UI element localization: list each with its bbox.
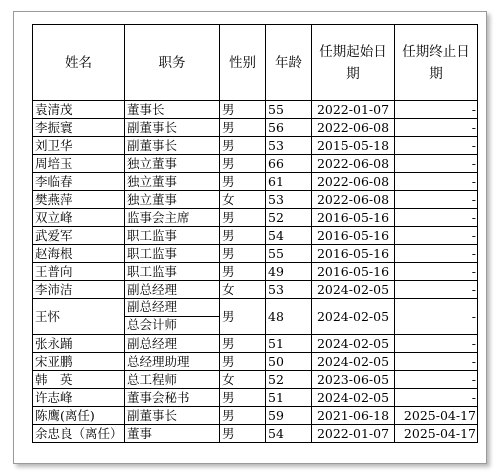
cell-end-date: 2025-04-17 [395,407,478,425]
cell-position: 职工监事 [125,245,220,263]
cell-gender: 男 [220,227,266,245]
cell-age: 52 [266,209,312,227]
cell-gender: 男 [220,299,266,335]
cell-age: 48 [266,299,312,335]
table-row [33,335,478,353]
cell-age: 55 [266,245,312,263]
cell-position: 职工监事 [125,227,220,245]
cell-position: 独立董事 [125,155,220,173]
cell-age: 53 [266,281,312,299]
cell-name: 双立峰 [33,209,125,227]
cell-name: 武爱军 [33,227,125,245]
cell-name: 樊燕萍 [33,191,125,209]
cell-position: 董事 [125,425,220,443]
table-row [33,425,478,443]
cell-end-date: - [395,389,478,407]
cell-age: 54 [266,227,312,245]
cell-position: 监事会主席 [125,209,220,227]
cell-name: 周培玉 [33,155,125,173]
table-row [33,173,478,191]
table-row [33,209,478,227]
cell-name: 赵海根 [33,245,125,263]
cell-age: 51 [266,335,312,353]
table-row [33,227,478,245]
cell-end-date: - [395,335,478,353]
table-row [33,371,478,389]
header-row [33,25,478,101]
cell-position: 副董事长 [125,407,220,425]
cell-start-date: 2022-01-07 [312,425,395,443]
cell-gender: 男 [220,389,266,407]
cell-gender: 女 [220,281,266,299]
cell-gender: 男 [220,137,266,155]
cell-gender: 男 [220,335,266,353]
board-members-table [32,24,478,443]
cell-name: 王普向 [33,263,125,281]
table-row [33,155,478,173]
table-row [33,245,478,263]
cell-start-date: 2022-06-08 [312,173,395,191]
cell-start-date: 2022-06-08 [312,155,395,173]
cell-position-line: 总会计师 [127,317,178,332]
header-position: 职务 [125,25,220,101]
cell-end-date: - [395,173,478,191]
cell-end-date: - [395,119,478,137]
cell-gender: 男 [220,173,266,191]
cell-age: 49 [266,263,312,281]
cell-start-date: 2024-02-05 [312,353,395,371]
cell-start-date: 2024-02-05 [312,299,395,335]
cell-start-date: 2016-05-16 [312,227,395,245]
cell-name: 刘卫华 [33,137,125,155]
table-row [33,389,478,407]
cell-end-date: - [395,209,478,227]
cell-end-date: - [395,191,478,209]
cell-start-date: 2024-02-05 [312,335,395,353]
cell-gender: 男 [220,119,266,137]
cell-gender: 男 [220,407,266,425]
cell-position: 职工监事 [125,263,220,281]
cell-name: 韩 英 [33,371,125,389]
header-name: 姓名 [33,25,125,101]
cell-start-date: 2016-05-16 [312,245,395,263]
cell-gender: 男 [220,101,266,119]
cell-position: 总经理助理 [125,353,220,371]
cell-position: 副总经理 [125,335,220,353]
cell-age: 55 [266,101,312,119]
cell-age: 66 [266,155,312,173]
table-row [33,119,478,137]
cell-age: 56 [266,119,312,137]
cell-gender: 男 [220,209,266,227]
cell-position: 副总经理 [125,281,220,299]
header-gender: 性别 [220,25,266,101]
cell-end-date: 2025-04-17 [395,425,478,443]
cell-name: 陈鹰(离任) [33,407,125,425]
cell-age: 59 [266,407,312,425]
cell-start-date: 2022-06-08 [312,191,395,209]
table-row [33,353,478,371]
cell-start-date: 2016-05-16 [312,209,395,227]
cell-name: 李临春 [33,173,125,191]
cell-age: 53 [266,191,312,209]
cell-gender: 男 [220,245,266,263]
cell-end-date: - [395,281,478,299]
cell-start-date: 2024-02-05 [312,389,395,407]
cell-start-date: 2023-06-05 [312,371,395,389]
cell-name: 张永踊 [33,335,125,353]
cell-position: 独立董事 [125,173,220,191]
table-row [33,407,478,425]
cell-start-date: 2022-01-07 [312,101,395,119]
table-row [33,191,478,209]
cell-position-line: 副总经理 [125,299,219,317]
cell-position: 董事长 [125,101,220,119]
cell-age: 53 [266,137,312,155]
cell-start-date: 2021-06-18 [312,407,395,425]
cell-name: 许志峰 [33,389,125,407]
cell-position: 董事会秘书 [125,389,220,407]
cell-start-date: 2015-05-18 [312,137,395,155]
cell-gender: 男 [220,155,266,173]
cell-end-date: - [395,263,478,281]
table-body [33,101,478,443]
cell-start-date: 2022-06-08 [312,119,395,137]
table-row [33,137,478,155]
cell-position [125,299,220,335]
table-row [33,101,478,119]
cell-end-date: - [395,371,478,389]
cell-position: 独立董事 [125,191,220,209]
cell-gender: 男 [220,353,266,371]
cell-end-date: - [395,353,478,371]
cell-end-date: - [395,245,478,263]
cell-age: 61 [266,173,312,191]
cell-name: 宋亚鹏 [33,353,125,371]
cell-gender: 男 [220,425,266,443]
cell-end-date: - [395,137,478,155]
cell-end-date: - [395,299,478,335]
cell-start-date: 2024-02-05 [312,281,395,299]
table-row [33,299,478,335]
cell-name: 王怀 [33,299,125,335]
cell-position: 副董事长 [125,119,220,137]
cell-position: 总工程师 [125,371,220,389]
cell-name: 李振寰 [33,119,125,137]
cell-start-date: 2016-05-16 [312,263,395,281]
cell-age: 51 [266,389,312,407]
cell-gender: 女 [220,191,266,209]
cell-position: 副董事长 [125,137,220,155]
cell-name: 李沛洁 [33,281,125,299]
header-end-date: 任期终止日期 [395,25,478,101]
cell-age: 52 [266,371,312,389]
cell-age: 50 [266,353,312,371]
cell-end-date: - [395,227,478,245]
cell-gender: 男 [220,263,266,281]
table-row [33,263,478,281]
cell-name: 袁清茂 [33,101,125,119]
cell-gender: 女 [220,371,266,389]
cell-end-date: - [395,155,478,173]
cell-end-date: - [395,101,478,119]
cell-name: 余忠良（离任） [33,425,125,443]
header-age: 年龄 [266,25,312,101]
header-start-date: 任期起始日期 [312,25,395,101]
table-row [33,281,478,299]
cell-age: 54 [266,425,312,443]
